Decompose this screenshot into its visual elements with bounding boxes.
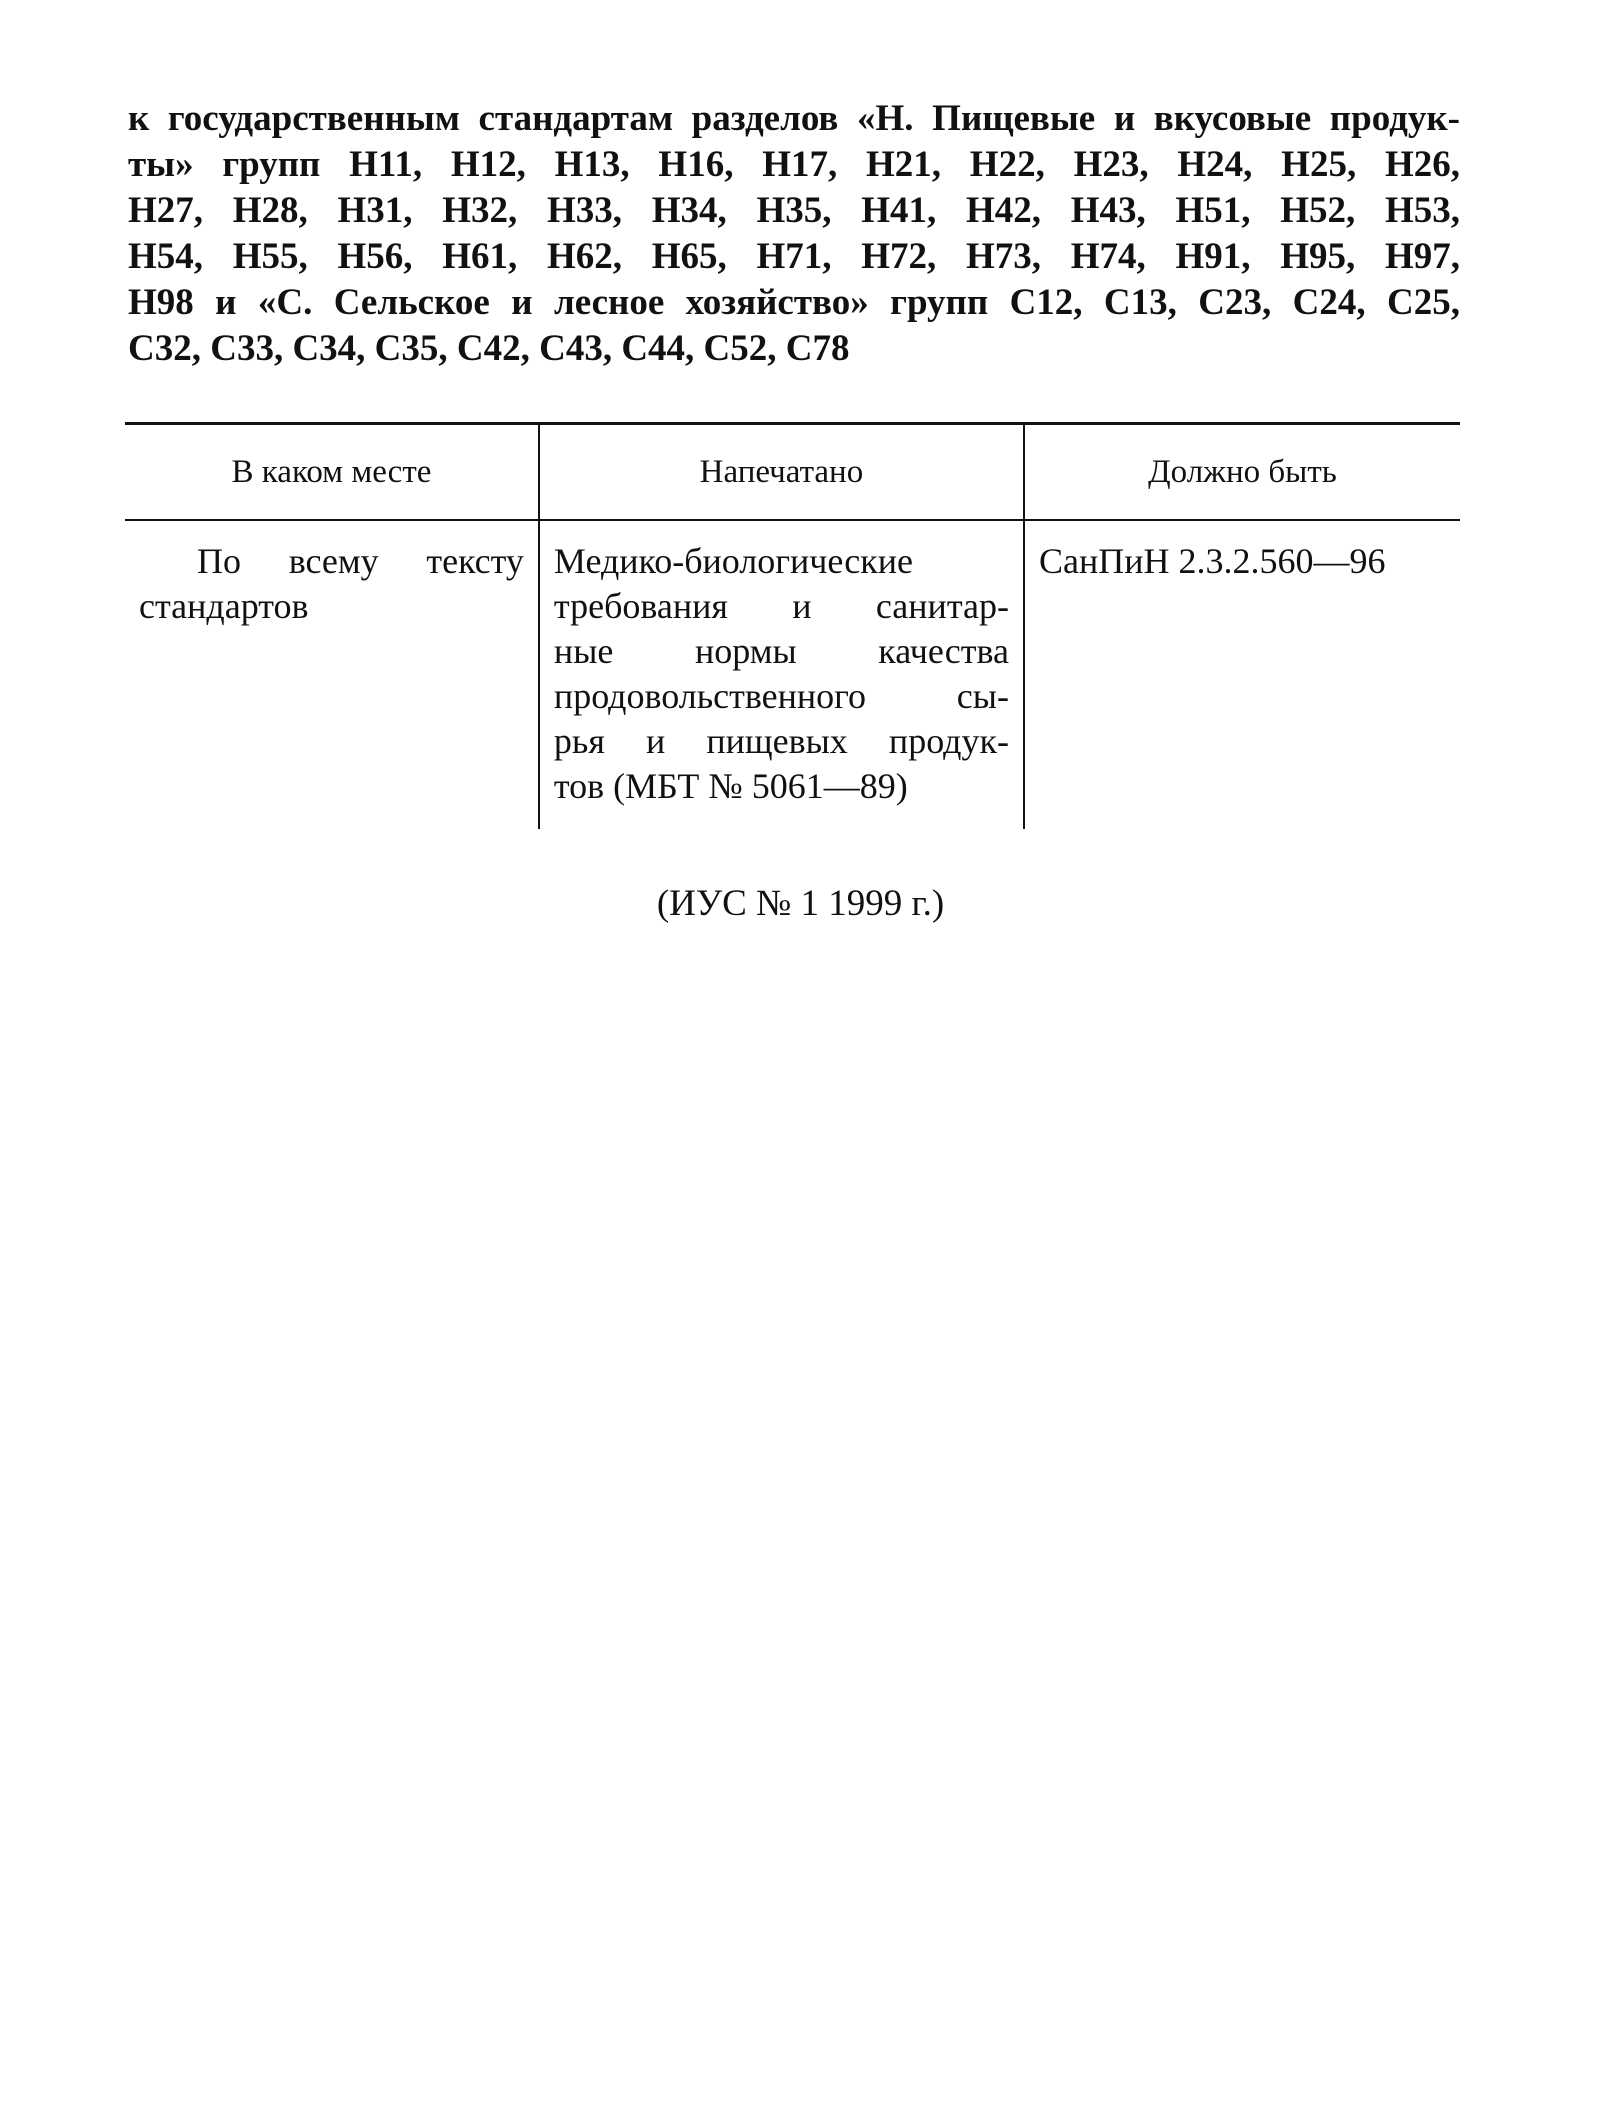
cell-line: рья и пищевых продук- bbox=[553, 721, 1009, 761]
cell-should-be: СанПиН 2.3.2.560—96 bbox=[1038, 541, 1386, 581]
cell-line: ные нормы качества bbox=[553, 631, 1009, 671]
errata-table bbox=[125, 422, 1460, 829]
table-row bbox=[125, 520, 1460, 829]
cell-line: тов (МБТ № 5061—89) bbox=[553, 766, 908, 806]
heading-line: ты» групп Н11, Н12, Н13, Н16, Н17, Н21, Н22, Н23, Н24, Н25, Н26, bbox=[128, 144, 1460, 185]
heading-line: С32, С33, С34, С35, С42, С43, С44, С52, С78 bbox=[128, 328, 850, 369]
cell-line: продовольственного сы- bbox=[553, 676, 1009, 716]
table-header-row bbox=[125, 424, 1460, 521]
heading-line: Н54, Н55, Н56, Н61, Н62, Н65, Н71, Н72, Н73, Н74, Н91, Н95, Н97, bbox=[128, 236, 1460, 277]
cell-line: стандартов bbox=[139, 586, 309, 626]
amendment-heading bbox=[128, 96, 1460, 372]
cell-line: требования и санитар- bbox=[553, 586, 1009, 626]
column-header-printed: Напечатано bbox=[539, 424, 1024, 521]
cell-line: Медико-биологические bbox=[553, 541, 913, 581]
heading-line: Н98 и «С. Сельское и лесное хозяйство» групп С12, С13, С23, С24, С25, bbox=[128, 282, 1460, 323]
column-header-place: В каком месте bbox=[125, 424, 539, 521]
heading-line: Н27, Н28, Н31, Н32, Н33, Н34, Н35, Н41, Н42, Н43, Н51, Н52, Н53, bbox=[128, 190, 1460, 231]
column-header-should-be: Должно быть bbox=[1024, 424, 1460, 521]
cell-place bbox=[125, 520, 539, 829]
source-note: (ИУС № 1 1999 г.) bbox=[656, 883, 945, 924]
cell-printed bbox=[539, 520, 1024, 829]
cell-line: По всему тексту bbox=[197, 541, 524, 581]
heading-line: к государственным стандартам разделов «Н. Пищевые и вкусовые продук- bbox=[128, 98, 1460, 139]
